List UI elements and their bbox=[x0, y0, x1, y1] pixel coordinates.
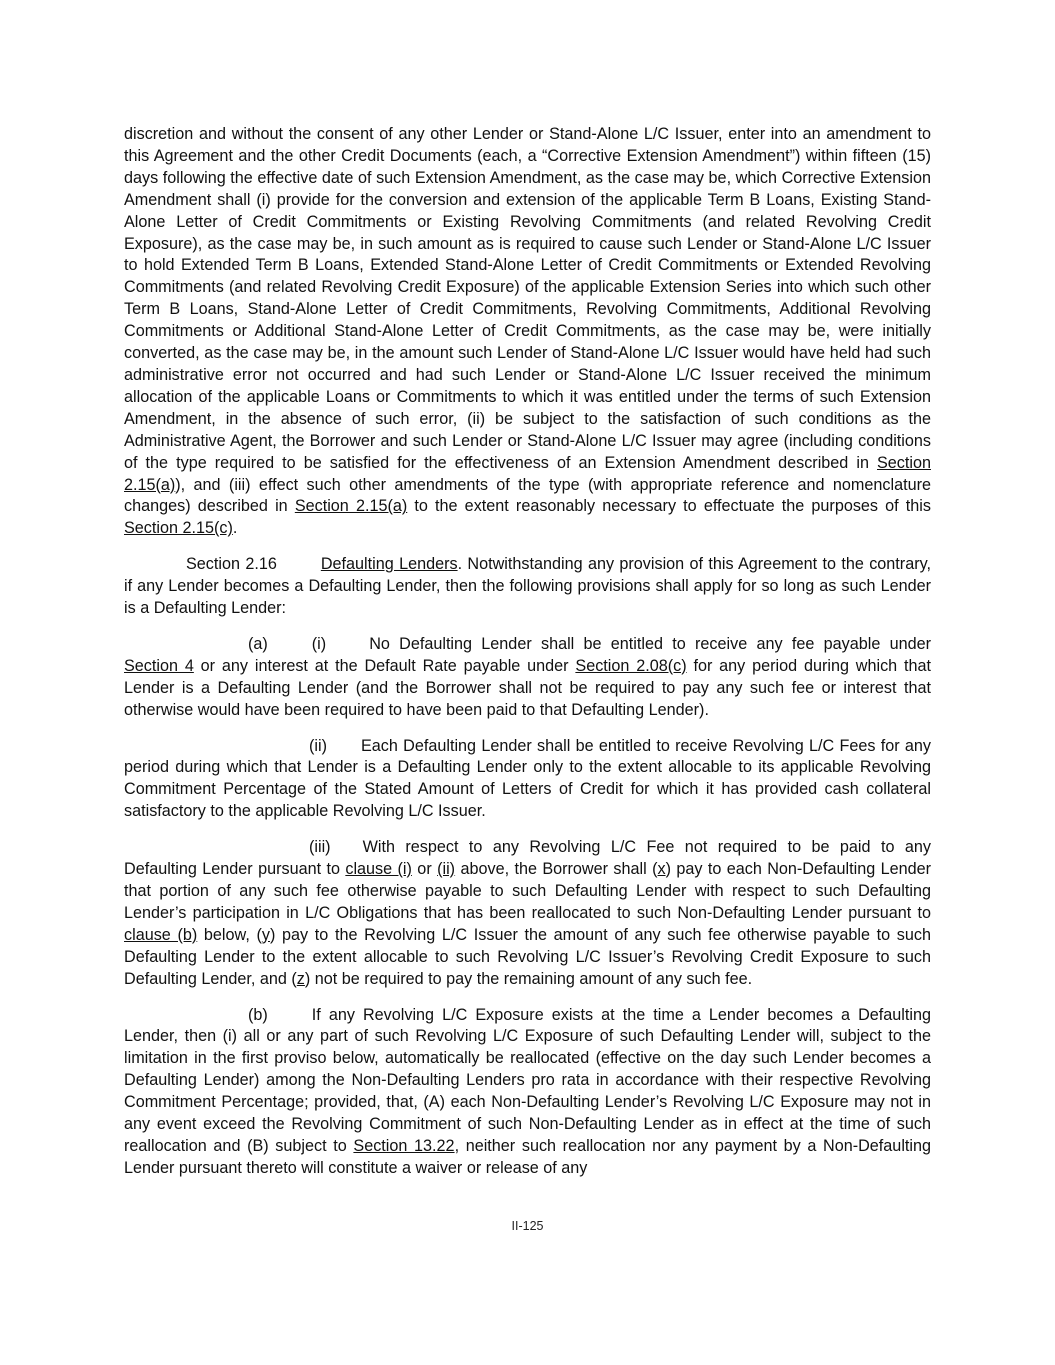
cross-reference: Section 4 bbox=[124, 656, 194, 675]
text-run: If any Revolving L/C Exposure exists at the time a Lender becomes a Defaulting Lender, then (i) all or any part of such Revolving L/C Exposure of such Defaulting Lender will, subject to the limitation in the first proviso below, automatically be reallocated (effective on the day such Lender becomes a Defaulting Lender) among the Non-Defaulting Lenders pro rata in accordance with their respective Revolving Commitment Percentage; provided, that, (A) each Non-Defaulting Lender’s Revolving L/C Exposure may not in any event exceed the Revolving Commitment of such Non-Defaulting Lender as in effect at the time of such reallocation and (B) subject to bbox=[124, 1005, 931, 1155]
cross-reference: y bbox=[261, 925, 270, 944]
text-run: . Notwithstanding any provision of this Agreement to the contrary, if any Lender becomes a Defaulting Lender, then the following provisions shall apply for so long as such Lender is a Defaulting Lender: bbox=[124, 555, 931, 618]
text-run: for any period during which that Lender is a Defaulting Lender (and the Borrower shall not be required to pay any such fee or interest that otherwise would have been required to have been paid to that Defaulting Lender). bbox=[124, 656, 932, 719]
text-run: to the extent reasonably necessary to effectuate the purposes of this bbox=[407, 497, 931, 516]
cross-reference: Section 2.15(c) bbox=[124, 519, 233, 538]
text-run: or bbox=[411, 860, 438, 879]
cross-reference: x bbox=[657, 860, 666, 879]
clause-label: (ii) bbox=[309, 736, 327, 755]
page-number: II-125 bbox=[511, 1219, 544, 1233]
cross-reference: (ii) bbox=[437, 860, 456, 879]
text-run: Each Defaulting Lender shall be entitled to receive Revolving L/C Fees for any period during which that Lender is a Defaulting Lender only to the extent allocable to its applicable Revolving Commitment Percentage of the Stated Amount of Letters of Credit for which it has provided cash collateral satisfactory to the applicable Revolving L/C Issuer. bbox=[124, 736, 931, 821]
cross-reference: clause (b) bbox=[124, 925, 198, 944]
clause-label: (a) bbox=[248, 634, 268, 653]
text-run: . bbox=[232, 519, 238, 538]
text-run: With respect to any Revolving L/C Fee not required to be paid to any Defaulting Lender pursuant to bbox=[124, 838, 931, 879]
text-run: or any interest at the Default Rate payable under bbox=[193, 656, 576, 675]
text-run: ) pay to each Non-Defaulting Lender that portion of any such fee otherwise payable to such Defaulting Lender with respect to such Defaulting Lender’s participation in L/C Obligations that has been reallocated to such Non-Defaulting Lender pursuant to bbox=[124, 860, 931, 922]
cross-reference: z bbox=[296, 969, 305, 988]
clause-label: (b) bbox=[248, 1005, 268, 1024]
clause-a-i-paragraph bbox=[124, 634, 931, 722]
cross-reference: Section 2.15(a) bbox=[294, 497, 408, 516]
text-run: ), and (iii) effect such other amendments of the type (with appropriate reference and nomenclature changes) described in bbox=[124, 475, 931, 516]
clause-a-ii-paragraph bbox=[124, 736, 931, 824]
text-run: discretion and without the consent of any other Lender or Stand-Alone L/C Issuer, enter into an amendment to this Agreement and the other Credit Documents (each, a “Corrective Extension Amendment”) within fifteen (15) days following the effective date of such Extension Amendment, as the case may be, which Corrective Extension Amendment shall (i) provide for the conversion and extension of the applicable Term B Loans, Existing Stand-Alone Letter of Credit Commitments or Existing Revolving Commitments (and related Revolving Credit Exposure), as the case may be, in such amount as is required to cause such Lender or Stand-Alone L/C Issuer to hold Extended Term B Loans, Extended Stand-Alone Letter of Credit Commitments or Extended Revolving Commitments (and related Revolving Credit Exposure) of the applicable Extension Series into which such other Term B Loans, Stand-Alone Letter of Credit Commitments, Revolving Commitments, Additional Revolving Commitments or Additional Stand-Alone Letter of Credit Commitments, as the case may be, were initially converted, as the case may be, in the amount such Lender of Stand-Alone L/C Issuer would have held had such administrative error not occurred and had such Lender or Stand-Alone L/C Issuer received the minimum allocation of the applicable Loans or Commitments to which it was entitled under the terms of such Extension Amendment, in the absence of such error, (ii) be subject to the satisfaction of such conditions as the Administrative Agent, the Borrower and such Lender or Stand-Alone L/C Issuer may agree (including conditions of the type required to be satisfied for the effectiveness of an Extension Amendment described in bbox=[124, 125, 931, 472]
cross-reference: Section 2.15(a) bbox=[124, 453, 931, 494]
text-run: above, the Borrower shall ( bbox=[455, 860, 658, 879]
cross-reference: Section 2.08(c) bbox=[575, 656, 687, 675]
text-run: ) not be required to pay the remaining amount of any such fee. bbox=[304, 969, 753, 988]
continuation-paragraph bbox=[124, 124, 931, 540]
document-page bbox=[124, 124, 931, 1180]
text-run: ) pay to the Revolving L/C Issuer the amount of any such fee otherwise payable to such Defaulting Lender to the extent allocable to such Revolving L/C Issuer’s Revolving Credit Exposure to such Defaulting Lender, and ( bbox=[124, 925, 931, 988]
clause-label: (iii) bbox=[309, 838, 331, 857]
clause-a-iii-paragraph bbox=[124, 837, 931, 990]
section-2-16-paragraph bbox=[124, 554, 931, 620]
section-number: Section 2.16 bbox=[186, 555, 277, 574]
clause-b-paragraph bbox=[124, 1005, 931, 1180]
text-run: below, ( bbox=[197, 925, 262, 944]
cross-reference: clause (i) bbox=[345, 860, 412, 879]
text-run: , neither such reallocation nor any payment by a Non-Defaulting Lender pursuant thereto will constitute a waiver or release of any bbox=[124, 1136, 932, 1177]
cross-reference: Section 13.22 bbox=[353, 1136, 455, 1155]
clause-label: (i) bbox=[311, 634, 327, 653]
section-heading: Defaulting Lenders bbox=[320, 555, 458, 574]
text-run: No Defaulting Lender shall be entitled to receive any fee payable under bbox=[369, 634, 931, 653]
